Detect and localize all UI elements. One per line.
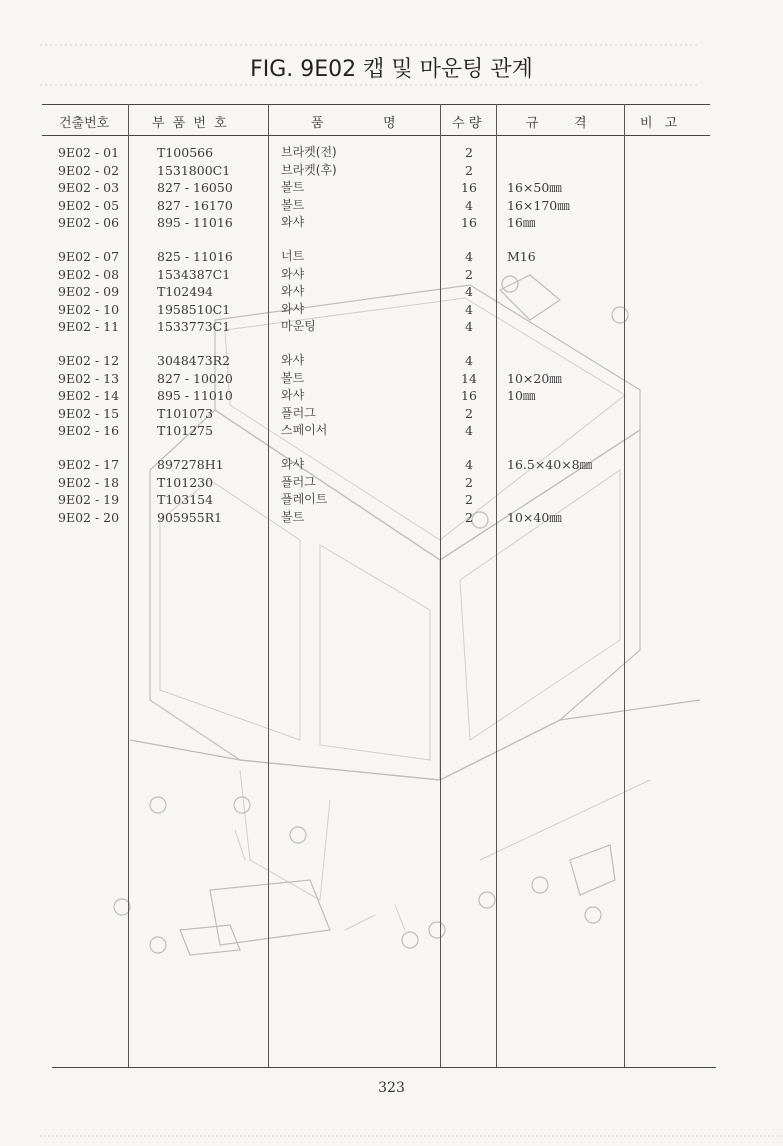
part-name-cell: 스페이서 xyxy=(281,423,328,437)
quantity-cell: 4 xyxy=(465,197,473,213)
spec-cell xyxy=(507,144,592,162)
ref-number-cell: 9E02 - 02 xyxy=(58,162,120,178)
ref-number-cell: 9E02 - 20 xyxy=(58,509,120,525)
spec-cell: 10㎜ xyxy=(507,388,536,403)
quantity-cell: 4 xyxy=(465,457,473,472)
spec-cell: 16×170㎜ xyxy=(507,197,570,213)
part-name-cell: 너트 xyxy=(281,249,305,263)
part-name-cell: 볼트 xyxy=(281,180,305,194)
quantity-cell: 2 xyxy=(465,492,473,507)
ref-number-cell: 9E02 - 05 xyxy=(58,197,120,213)
spec-column xyxy=(507,144,592,526)
part-number-cell: 825 - 11016 xyxy=(157,249,233,264)
part-number-cell: 895 - 11016 xyxy=(157,215,233,230)
row-group-gap xyxy=(281,336,337,353)
column-divider xyxy=(440,104,441,1067)
spec-cell: 16×50㎜ xyxy=(507,180,562,195)
spec-cell xyxy=(507,301,592,319)
part-name-cell: 볼트 xyxy=(281,370,305,385)
row-group-gap xyxy=(507,440,592,457)
row-group-gap xyxy=(281,440,337,457)
part-name-cell: 와샤 xyxy=(281,215,305,229)
part-number-cell: T101230 xyxy=(157,474,214,490)
part-name-cell: 플러그 xyxy=(281,474,316,489)
quantity-cell: 4 xyxy=(465,353,473,368)
part-number-cell: 3048473R2 xyxy=(157,353,231,368)
part-name-cell: 마운팅 xyxy=(281,319,316,333)
part-number-column xyxy=(157,144,233,526)
quantity-cell: 2 xyxy=(465,266,473,282)
part-number-cell: 895 - 11010 xyxy=(157,388,233,403)
quantity-cell: 4 xyxy=(465,249,473,264)
row-group-gap xyxy=(58,440,119,457)
part-number-cell: 827 - 16050 xyxy=(157,180,233,195)
header-part-no: 부 품 번 호 xyxy=(152,116,229,131)
page-title: FIG. 9E02 캡 및 마운팅 관계 xyxy=(250,57,533,82)
part-number-cell: 1533773C1 xyxy=(157,319,231,334)
header-top-rule xyxy=(42,104,710,105)
part-name-cell: 브라켓(후) xyxy=(281,162,337,177)
ref-number-cell: 9E02 - 14 xyxy=(58,388,120,403)
quantity-cell: 4 xyxy=(465,423,473,438)
header-ref: 건출번호 xyxy=(59,116,110,131)
spec-cell xyxy=(507,474,592,492)
ref-number-cell: 9E02 - 12 xyxy=(58,353,120,368)
spec-cell xyxy=(507,162,592,180)
part-name-cell: 와샤 xyxy=(281,353,305,367)
part-number-cell: 1531800C1 xyxy=(157,162,231,178)
part-number-cell: 1958510C1 xyxy=(157,301,231,317)
part-name-cell: 플레이트 xyxy=(281,492,328,506)
spec-cell: 16㎜ xyxy=(507,215,536,230)
part-name-column xyxy=(281,144,337,526)
quantity-cell: 2 xyxy=(465,509,473,525)
part-number-cell: T100566 xyxy=(157,145,214,160)
ref-number-cell: 9E02 - 11 xyxy=(58,319,120,334)
part-name-cell: 와샤 xyxy=(281,457,305,471)
part-number-cell: T101275 xyxy=(157,423,214,438)
part-number-cell: T102494 xyxy=(157,284,214,299)
part-number-cell: 905955R1 xyxy=(157,509,223,525)
column-divider xyxy=(624,104,625,1067)
row-group-gap xyxy=(157,336,233,353)
spec-cell: M16 xyxy=(507,249,536,264)
spec-cell xyxy=(507,352,592,370)
spec-cell xyxy=(507,422,592,440)
ref-number-cell: 9E02 - 09 xyxy=(58,284,120,299)
spec-cell: 10×40㎜ xyxy=(507,509,562,525)
ref-number-cell: 9E02 - 06 xyxy=(58,215,120,230)
row-group-gap xyxy=(507,336,592,353)
part-name-cell: 볼트 xyxy=(281,509,305,524)
header-spec-left: 규 xyxy=(526,116,539,131)
spec-cell: 16.5×40×8㎜ xyxy=(507,457,593,472)
column-divider xyxy=(268,104,269,1067)
row-group-gap xyxy=(444,232,494,249)
row-group-gap xyxy=(444,336,494,353)
part-number-cell: 1534387C1 xyxy=(157,266,231,282)
quantity-cell: 2 xyxy=(465,145,473,160)
row-group-gap xyxy=(444,440,494,457)
quantity-cell: 16 xyxy=(461,388,477,403)
part-number-cell: 827 - 16170 xyxy=(157,197,233,213)
spec-cell xyxy=(507,318,592,336)
quantity-cell: 2 xyxy=(465,474,473,490)
quantity-cell: 4 xyxy=(465,301,473,317)
row-group-gap xyxy=(507,232,592,249)
ref-number-cell: 9E02 - 13 xyxy=(58,370,120,386)
part-number-cell: 827 - 10020 xyxy=(157,370,233,386)
part-name-cell: 와샤 xyxy=(281,284,305,298)
part-name-cell: 볼트 xyxy=(281,197,305,212)
quantity-cell: 4 xyxy=(465,284,473,299)
spec-cell xyxy=(507,491,592,509)
ref-number-cell: 9E02 - 10 xyxy=(58,301,120,317)
quantity-cell: 2 xyxy=(465,405,473,421)
ref-number-cell: 9E02 - 18 xyxy=(58,474,120,490)
ref-number-cell: 9E02 - 08 xyxy=(58,266,120,282)
part-number-cell: T101073 xyxy=(157,405,214,421)
ref-number-cell: 9E02 - 17 xyxy=(58,457,120,472)
header-qty: 수 량 xyxy=(452,116,482,131)
ref-number-column xyxy=(58,144,119,526)
table-bottom-rule xyxy=(52,1067,716,1068)
quantity-cell: 2 xyxy=(465,162,473,178)
quantity-cell: 16 xyxy=(461,215,477,230)
row-group-gap xyxy=(58,232,119,249)
quantity-cell: 4 xyxy=(465,319,473,334)
quantity-cell: 16 xyxy=(461,180,477,195)
ref-number-cell: 9E02 - 03 xyxy=(58,180,120,195)
header-remark: 비 고 xyxy=(640,116,682,131)
page-number: 323 xyxy=(378,1080,405,1096)
ref-number-cell: 9E02 - 15 xyxy=(58,405,120,421)
part-number-cell: T103154 xyxy=(157,492,214,507)
spec-cell xyxy=(507,283,592,301)
part-name-cell: 브라켓(전) xyxy=(281,145,337,159)
part-name-cell: 와샤 xyxy=(281,388,305,402)
column-divider xyxy=(496,104,497,1067)
part-name-cell: 플러그 xyxy=(281,405,316,420)
row-group-gap xyxy=(157,440,233,457)
part-name-cell: 와샤 xyxy=(281,301,305,316)
quantity-column xyxy=(444,144,494,526)
header-spec-right: 격 xyxy=(574,116,587,131)
spec-cell xyxy=(507,405,592,423)
spec-cell: 10×20㎜ xyxy=(507,370,562,386)
row-group-gap xyxy=(281,232,337,249)
part-number-cell: 897278H1 xyxy=(157,457,224,472)
quantity-cell: 14 xyxy=(461,370,477,386)
row-group-gap xyxy=(58,336,119,353)
ref-number-cell: 9E02 - 19 xyxy=(58,492,120,507)
part-name-cell: 와샤 xyxy=(281,266,305,281)
row-group-gap xyxy=(157,232,233,249)
header-bottom-rule xyxy=(42,135,710,136)
ref-number-cell: 9E02 - 16 xyxy=(58,423,120,438)
spec-cell xyxy=(507,266,592,284)
column-divider xyxy=(128,104,129,1067)
ref-number-cell: 9E02 - 07 xyxy=(58,249,120,264)
ref-number-cell: 9E02 - 01 xyxy=(58,145,120,160)
header-name-right: 명 xyxy=(383,116,396,131)
header-name-left: 품 xyxy=(311,116,324,131)
